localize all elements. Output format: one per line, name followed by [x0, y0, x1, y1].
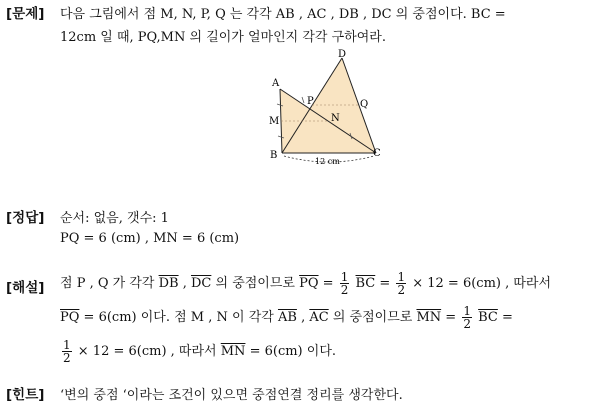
label-n: N	[331, 113, 340, 124]
text: =	[379, 276, 391, 291]
problem-line-1: 다음 그림에서 점 M, N, P, Q 는 각각 AB , AC , DB , DC 의 중점이다. BC =	[60, 7, 506, 22]
hint-text: ‘변의 중점 ‘이라는 조건이 있으면 중점연결 정리를 생각한다.	[60, 388, 403, 403]
answer-line-2: PQ = 6 (cm) , MN = 6 (cm)	[60, 231, 240, 246]
segment-ac-text: $\overline{AC}$	[309, 310, 329, 325]
geometry-figure	[262, 44, 392, 168]
problem-tag: [문제]	[6, 6, 45, 22]
numerator: 1	[63, 338, 71, 352]
explanation-row-3	[60, 339, 336, 364]
label-c: C	[373, 148, 381, 159]
answer-tag: [정답]	[6, 210, 45, 226]
segment-mn-text: $\overline{MN}$	[220, 344, 246, 359]
numerator: 1	[397, 270, 406, 284]
label-p: P	[307, 96, 314, 107]
label-m: M	[269, 116, 280, 127]
label-d: D	[338, 49, 347, 60]
segment-bc-text: $\overline{BC}$	[355, 276, 376, 291]
fraction-half	[462, 305, 472, 330]
text: =	[502, 310, 513, 325]
answer-line-1: 순서: 없음, 갯수: 1	[60, 211, 169, 226]
text: =	[445, 310, 457, 325]
explanation-row-1	[60, 271, 551, 296]
text: = 6(cm) 이다. 점 M , N 이 각각	[83, 310, 274, 325]
segment-ab-text: $\overline{AB}$	[277, 310, 297, 325]
denominator: 2	[63, 351, 71, 365]
segment-pq-text: $\overline{PQ}$	[299, 276, 319, 291]
denominator: 2	[463, 317, 471, 331]
label-b: B	[270, 150, 278, 161]
text: 점 P , Q 가 각각	[60, 276, 155, 291]
denominator: 2	[340, 283, 349, 297]
text: ,	[301, 310, 306, 325]
label-a: A	[272, 78, 280, 89]
segment-pq-text: $\overline{PQ}$	[60, 310, 80, 325]
label-q: Q	[360, 99, 369, 110]
text: = 6(cm) 이다.	[249, 344, 337, 359]
text: 의 중점이므로	[215, 276, 295, 291]
text: 의 중점이므로	[332, 310, 413, 325]
problem-line-2: 12cm 일 때, PQ,MN 의 길이가 얼마인지 각각 구하여라.	[60, 30, 386, 45]
fraction-half	[340, 271, 350, 296]
segment-mn-text: $\overline{MN}$	[416, 310, 442, 325]
text: ,	[182, 276, 187, 291]
denominator: 2	[397, 283, 406, 297]
hint-tag: [힌트]	[6, 387, 45, 403]
segment-dc-text: $\overline{DC}$	[190, 276, 212, 291]
segment-db-text: $\overline{DB}$	[158, 276, 179, 291]
numerator: 1	[463, 304, 471, 318]
explanation-row-2	[60, 305, 513, 330]
fraction-half	[62, 339, 72, 364]
bc-length-label: 12 cm	[315, 157, 340, 166]
text: =	[322, 276, 334, 291]
numerator: 1	[340, 270, 349, 284]
segment-bc-text: $\overline{BC}$	[478, 310, 498, 325]
fraction-half	[396, 271, 406, 296]
text: × 12 = 6(cm) , 따라서	[412, 276, 552, 291]
explanation-tag: [해설]	[6, 280, 45, 296]
tick-mark	[302, 97, 304, 103]
text: × 12 = 6(cm) , 따라서	[77, 344, 217, 359]
